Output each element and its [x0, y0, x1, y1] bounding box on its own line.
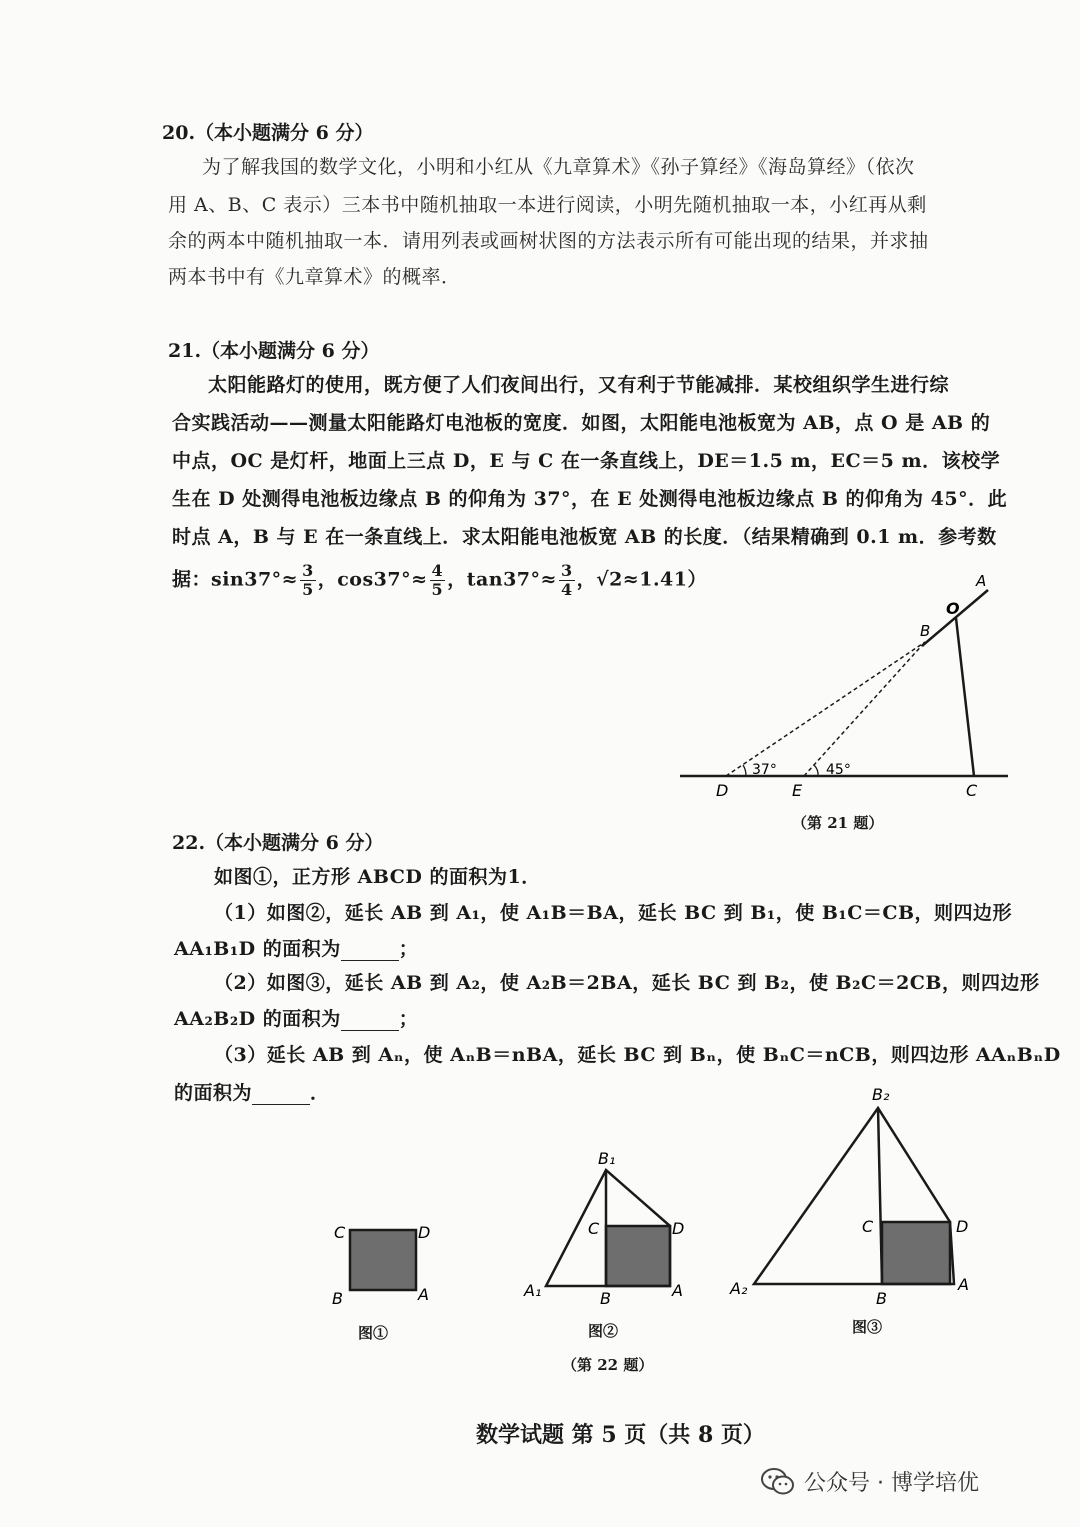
label-a: A: [976, 572, 987, 590]
answer-blank-2[interactable]: [341, 1014, 399, 1031]
q21-title: 21.（本小题满分 6 分）: [168, 340, 380, 362]
fig3-caption: 图③: [852, 1318, 883, 1336]
q22-part3-text: 的面积为: [174, 1082, 253, 1104]
q22-intro: 如图①，正方形 ABCD 的面积为1．: [214, 866, 541, 888]
q22-part1-line1: （1）如图②，延长 AB 到 A₁，使 A₁B＝BA，延长 BC 到 B₁，使 B₁C＝CB，则四边形: [214, 902, 1013, 924]
sightline-db: [726, 642, 925, 776]
q22-part2-line2: [174, 1004, 418, 1031]
angle-45-label: 45°: [826, 762, 851, 778]
fig2-caption: 图②: [588, 1322, 619, 1340]
tan-fraction: [559, 562, 575, 599]
tan-numerator: 3: [560, 561, 573, 580]
fig1-label-c: C: [334, 1223, 346, 1242]
fig1-label-b: B: [332, 1289, 343, 1308]
fig1-label-a: A: [418, 1285, 429, 1304]
cos-numerator: 4: [431, 561, 444, 580]
fig3-label-c: C: [862, 1217, 874, 1236]
fig3-label-a: A: [958, 1275, 969, 1294]
q22-part3-line1: （3）延长 AB 到 Aₙ，使 AₙB＝nBA，延长 BC 到 Bₙ，使 BₙC＝nCB，则四边形 AAₙBₙD: [214, 1044, 1061, 1066]
sightline-eb: [804, 642, 925, 776]
label-d: D: [716, 781, 729, 800]
q21-line-1: 太阳能路灯的使用，既方便了人们夜间出行，又有利于节能减排．某校组织学生进行综: [208, 374, 950, 396]
fig1-square: [350, 1230, 416, 1290]
cos-label: ，cos37°≈: [317, 568, 428, 591]
q21-line-4: 生在 D 处测得电池板边缘点 B 的仰角为 37°，在 E 处测得电池板边缘点 B 的仰角为 45°．此: [172, 488, 1008, 510]
sin-numerator: 3: [302, 561, 314, 580]
angle-37-label: 37°: [752, 762, 777, 778]
q20-line-1: 为了解我国的数学文化，小明和小红从《九章算术》《孙子算经》《海岛算经》（依次: [202, 156, 915, 178]
fig3-label-a2: A₂: [730, 1279, 748, 1298]
label-e: E: [792, 781, 803, 800]
q22-title: 22.（本小题满分 6 分）: [172, 832, 384, 854]
fig2-label-a: A: [672, 1281, 683, 1300]
cos-denominator: 5: [431, 580, 444, 599]
label-o: O: [946, 599, 960, 618]
q21-data-prefix: 据：sin37°≈: [172, 568, 299, 591]
watermark: [760, 1466, 979, 1497]
fig1-label-d: D: [418, 1223, 431, 1242]
q22-figure-caption: （第 22 题）: [562, 1356, 654, 1374]
q22-part2-end: ；: [398, 1008, 419, 1030]
fig1-caption: 图①: [358, 1324, 389, 1342]
label-b: B: [920, 622, 931, 640]
q22-part1-line2: [174, 934, 418, 961]
q21-data-line: [172, 562, 707, 599]
fig2-label-b: B: [600, 1289, 611, 1308]
fig3-label-b2: B₂: [872, 1085, 890, 1104]
q20-line-3: 余的两本中随机抽取一本．请用列表或画树状图的方法表示所有可能出现的结果，并求抽: [168, 230, 929, 252]
tan-label: ，tan37°≈: [447, 568, 557, 591]
sin-fraction: [300, 562, 316, 599]
q21-line-2: 合实践活动——测量太阳能路灯电池板的宽度．如图，太阳能电池板宽为 AB，点 O 是 AB 的: [172, 412, 991, 434]
watermark-text: 公众号 · 博学培优: [804, 1471, 979, 1496]
fig3-bb2: [878, 1108, 882, 1284]
q22-part3-line2: [174, 1078, 330, 1105]
q20-line-4: 两本书中有《九章算术》的概率．: [168, 266, 461, 288]
q22-part2-line1: （2）如图③，延长 AB 到 A₂，使 A₂B＝2BA，延长 BC 到 B₂，使 B₂C＝2CB，则四边形: [214, 972, 1040, 994]
fig3-label-b: B: [876, 1289, 887, 1308]
sin-denominator: 5: [302, 580, 314, 599]
q22-part3-end: ．: [310, 1082, 330, 1104]
q20-title: 20.（本小题满分 6 分）: [162, 122, 374, 144]
q21-line-5: 时点 A，B 与 E 在一条直线上．求太阳能电池板宽 AB 的长度．（结果精确到 0.1 m．参考数: [172, 526, 997, 548]
q21-line-3: 中点，OC 是灯杆，地面上三点 D，E 与 C 在一条直线上，DE＝1.5 m，EC＝5 m．该校学: [172, 450, 1001, 472]
fig2-square: [606, 1226, 670, 1286]
cos-fraction: [430, 562, 446, 599]
q21-figure-caption: （第 21 题）: [792, 814, 884, 832]
q22-part1-text: AA₁B₁D 的面积为: [174, 938, 341, 960]
figure-22: [320, 1080, 1000, 1320]
angle-arc-d: [743, 765, 746, 776]
q20-line-2: 用 A、B、C 表示）三本书中随机抽取一本进行阅读，小明先随机抽取一本，小红再从剩: [168, 194, 927, 216]
sqrt-label: ，√2≈1.41）: [576, 568, 707, 591]
fig3-square: [882, 1222, 950, 1284]
angle-arc-e: [814, 765, 818, 776]
label-c: C: [966, 781, 978, 800]
tan-denominator: 4: [560, 580, 573, 599]
fig2-label-d: D: [672, 1219, 685, 1238]
pole-oc: [956, 618, 974, 776]
q22-part2-text: AA₂B₂D 的面积为: [174, 1008, 341, 1030]
answer-blank-3[interactable]: [252, 1088, 310, 1105]
answer-blank-1[interactable]: [341, 944, 399, 961]
figure-21: [670, 570, 1020, 800]
q22-part1-end: ；: [398, 938, 419, 960]
fig2-label-b1: B₁: [598, 1149, 616, 1168]
page-footer: 数学试题 第 5 页（共 8 页）: [476, 1422, 765, 1448]
fig3-label-d: D: [956, 1217, 969, 1236]
fig2-label-a1: A₁: [524, 1281, 542, 1300]
wechat-icon: [760, 1467, 796, 1497]
fig2-label-c: C: [588, 1219, 600, 1238]
